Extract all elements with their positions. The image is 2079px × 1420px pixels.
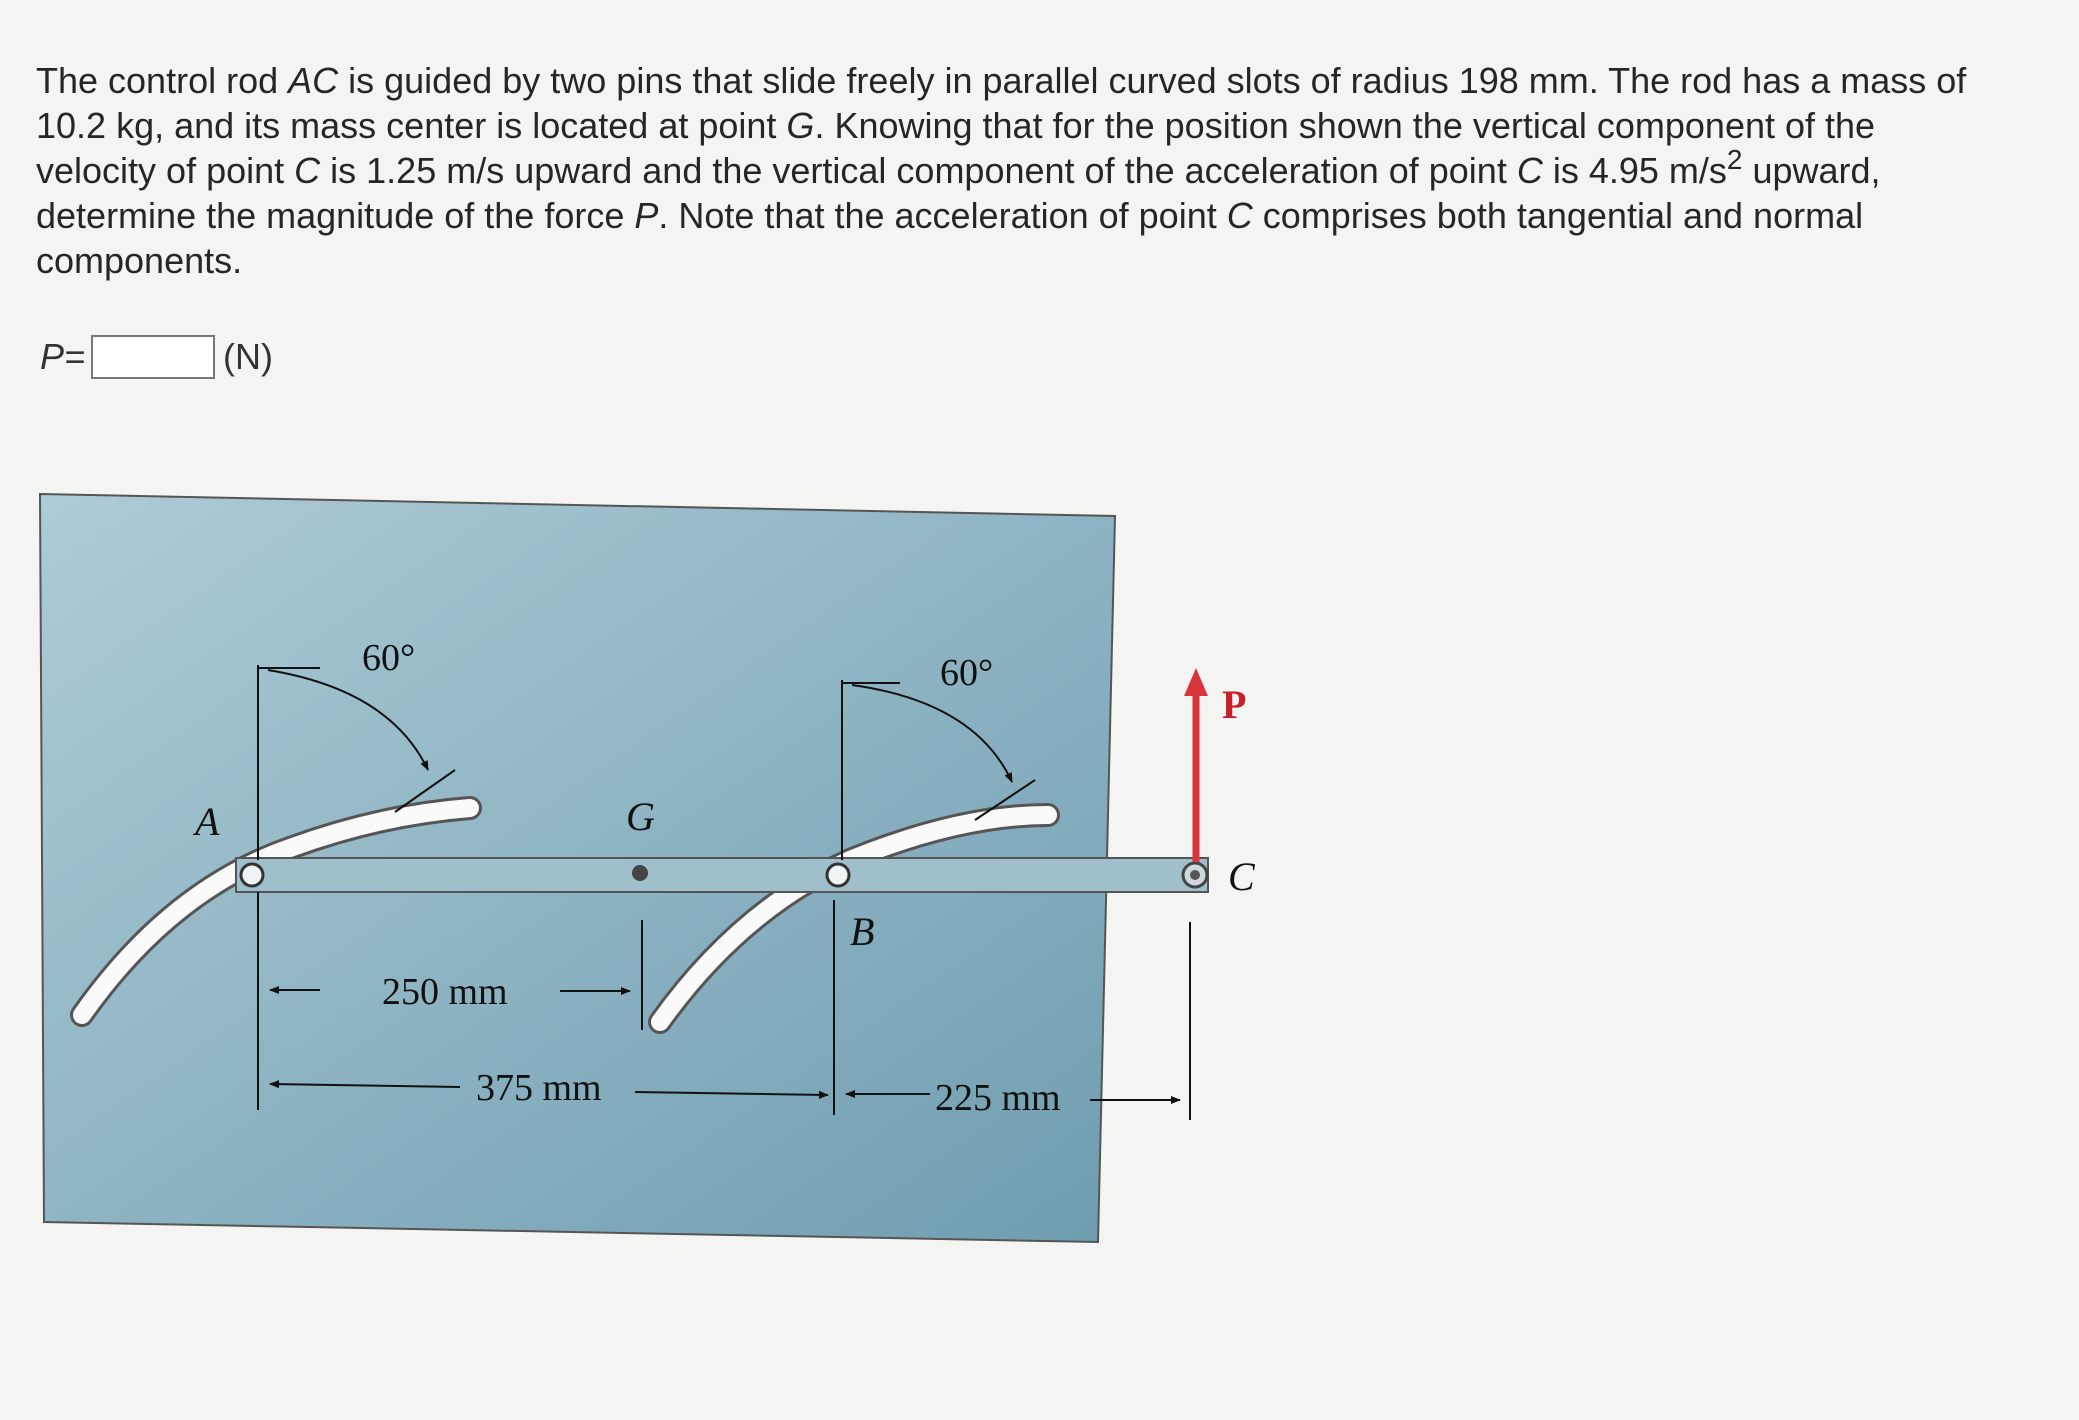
force-p-ref: P	[634, 195, 659, 236]
label-g: G	[626, 794, 655, 839]
control-rod	[236, 858, 1208, 892]
answer-label: P=	[40, 336, 86, 377]
problem-statement	[36, 58, 1996, 283]
figure	[0, 470, 1300, 1270]
problem-text: The control rod AC is guided by two pins that slide freely in parallel curved slots of radius 198 mm. The rod has a mass of 10.2 kg, and its mass center is located at point G. Knowing that for the position shown the vertical component of the velocity of point C is 1.25 m/s upward and the vertical component of the acceleration of point C is 4.95 $m/s^2$ upward, determine the magnitude of the force P. Note that the acceleration of point C comprises both tangential and normal components.	[36, 60, 1967, 281]
rod-diagram	[0, 470, 1300, 1270]
rod-name: AC	[288, 60, 339, 101]
point-g-ref: G	[786, 105, 815, 146]
mass-center-g	[632, 865, 648, 881]
dim-225: 225 mm	[935, 1077, 1061, 1119]
angle-label-left: 60°	[362, 637, 416, 679]
label-p: P	[1222, 682, 1247, 727]
angle-label-right: 60°	[940, 652, 994, 694]
answer-input[interactable]	[91, 335, 215, 379]
pin-b	[827, 864, 849, 886]
label-a: A	[195, 799, 220, 844]
dim-375: 375 mm	[476, 1067, 602, 1109]
label-c: C	[1228, 854, 1255, 899]
exponent: 2	[1726, 144, 1743, 175]
dim-250: 250 mm	[382, 971, 508, 1013]
answer-row	[40, 335, 273, 379]
pin-a	[241, 864, 263, 886]
label-b: B	[850, 909, 875, 954]
answer-unit: (N)	[223, 336, 274, 377]
